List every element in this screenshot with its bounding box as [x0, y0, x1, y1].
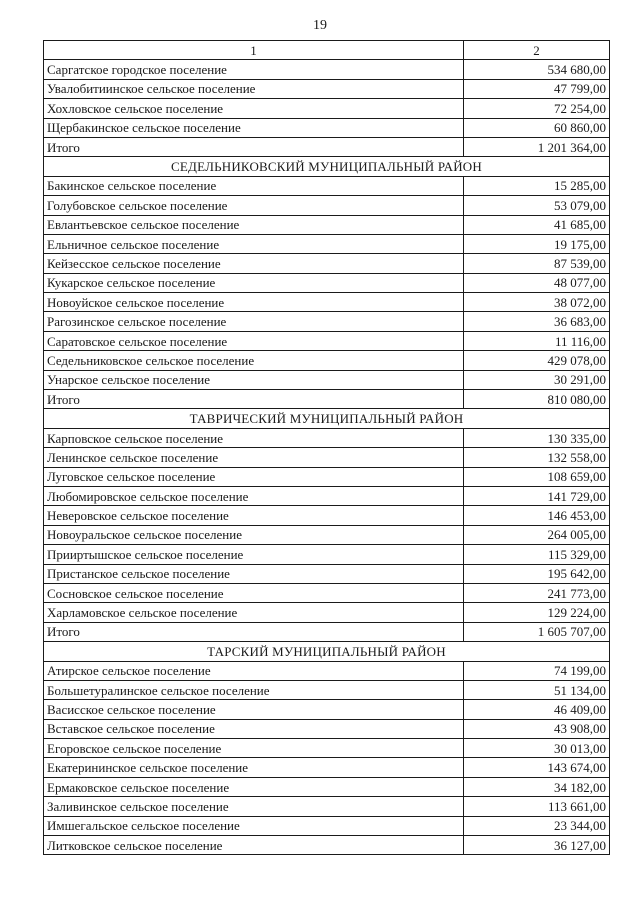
table-row — [44, 331, 610, 350]
settlement-name: Седельниковское сельское поселение — [44, 351, 464, 370]
settlement-name: Большетуралинское сельское поселение — [44, 680, 464, 699]
district-header-row — [44, 409, 610, 428]
amount-value: 53 079,00 — [464, 196, 610, 215]
table-row — [44, 293, 610, 312]
settlement-name: Увалобитиинское сельское поселение — [44, 79, 464, 98]
settlement-name: Саратовское сельское поселение — [44, 331, 464, 350]
settlement-name: Хохловское сельское поселение — [44, 99, 464, 118]
table-row — [44, 700, 610, 719]
amount-value: 60 860,00 — [464, 118, 610, 137]
table-row — [44, 777, 610, 796]
district-header-row — [44, 157, 610, 176]
settlement-name: Екатерининское сельское поселение — [44, 758, 464, 777]
settlement-name: Ермаковское сельское поселение — [44, 777, 464, 796]
table-row — [44, 254, 610, 273]
table-row — [44, 603, 610, 622]
amount-value: 113 661,00 — [464, 797, 610, 816]
settlement-name: Кукарское сельское поселение — [44, 273, 464, 292]
settlement-name: Прииртышское сельское поселение — [44, 545, 464, 564]
amount-value: 38 072,00 — [464, 293, 610, 312]
amount-value: 241 773,00 — [464, 583, 610, 602]
amount-value: 46 409,00 — [464, 700, 610, 719]
amount-value: 108 659,00 — [464, 467, 610, 486]
table-row — [44, 680, 610, 699]
total-label: Итого — [44, 390, 464, 409]
amount-value: 34 182,00 — [464, 777, 610, 796]
settlement-name: Заливинское сельское поселение — [44, 797, 464, 816]
table-row — [44, 545, 610, 564]
settlement-name: Саргатское городское поселение — [44, 60, 464, 79]
district-name: СЕДЕЛЬНИКОВСКИЙ МУНИЦИПАЛЬНЫЙ РАЙОН — [44, 157, 610, 176]
table-row — [44, 836, 610, 855]
table-row — [44, 370, 610, 389]
settlement-name: Унарское сельское поселение — [44, 370, 464, 389]
table-row — [44, 215, 610, 234]
settlement-name: Голубовское сельское поселение — [44, 196, 464, 215]
table-row — [44, 506, 610, 525]
amount-value: 429 078,00 — [464, 351, 610, 370]
district-header-row — [44, 642, 610, 661]
settlement-name: Новоуральское сельское поселение — [44, 525, 464, 544]
total-row — [44, 622, 610, 641]
settlement-name: Литковское сельское поселение — [44, 836, 464, 855]
table-body — [44, 41, 610, 855]
total-amount: 1 605 707,00 — [464, 622, 610, 641]
amount-value: 36 683,00 — [464, 312, 610, 331]
amount-value: 11 116,00 — [464, 331, 610, 350]
amount-value: 132 558,00 — [464, 448, 610, 467]
total-label: Итого — [44, 137, 464, 156]
amount-value: 129 224,00 — [464, 603, 610, 622]
amount-value: 74 199,00 — [464, 661, 610, 680]
table-row — [44, 758, 610, 777]
amount-value: 87 539,00 — [464, 254, 610, 273]
budget-table — [43, 40, 610, 855]
district-name: ТАРСКИЙ МУНИЦИПАЛЬНЫЙ РАЙОН — [44, 642, 610, 661]
settlement-name: Неверовское сельское поселение — [44, 506, 464, 525]
table-row — [44, 564, 610, 583]
table-row — [44, 176, 610, 195]
table-header-row — [44, 41, 610, 60]
amount-value: 36 127,00 — [464, 836, 610, 855]
total-row — [44, 390, 610, 409]
settlement-name: Вставское сельское поселение — [44, 719, 464, 738]
table-row — [44, 196, 610, 215]
amount-value: 47 799,00 — [464, 79, 610, 98]
settlement-name: Любомировское сельское поселение — [44, 486, 464, 505]
table-row — [44, 60, 610, 79]
amount-value: 130 335,00 — [464, 428, 610, 447]
amount-value: 30 013,00 — [464, 739, 610, 758]
table-row — [44, 312, 610, 331]
settlement-name: Пристанское сельское поселение — [44, 564, 464, 583]
amount-value: 30 291,00 — [464, 370, 610, 389]
amount-value: 195 642,00 — [464, 564, 610, 583]
total-label: Итого — [44, 622, 464, 641]
settlement-name: Имшегальское сельское поселение — [44, 816, 464, 835]
settlement-name: Васисское сельское поселение — [44, 700, 464, 719]
table-row — [44, 719, 610, 738]
amount-value: 43 908,00 — [464, 719, 610, 738]
settlement-name: Луговское сельское поселение — [44, 467, 464, 486]
table-row — [44, 739, 610, 758]
table-row — [44, 816, 610, 835]
table-row — [44, 525, 610, 544]
table-row — [44, 79, 610, 98]
amount-value: 534 680,00 — [464, 60, 610, 79]
table-row — [44, 661, 610, 680]
amount-value: 48 077,00 — [464, 273, 610, 292]
amount-value: 41 685,00 — [464, 215, 610, 234]
amount-value: 115 329,00 — [464, 545, 610, 564]
settlement-name: Новоуйское сельское поселение — [44, 293, 464, 312]
amount-value: 51 134,00 — [464, 680, 610, 699]
settlement-name: Евлантьевское сельское поселение — [44, 215, 464, 234]
total-row — [44, 137, 610, 156]
table-row — [44, 351, 610, 370]
settlement-name: Карповское сельское поселение — [44, 428, 464, 447]
table-row — [44, 583, 610, 602]
settlement-name: Щербакинское сельское поселение — [44, 118, 464, 137]
table-row — [44, 428, 610, 447]
settlement-name: Ельничное сельское поселение — [44, 234, 464, 253]
table-row — [44, 486, 610, 505]
table-row — [44, 448, 610, 467]
settlement-name: Атирское сельское поселение — [44, 661, 464, 680]
table-row — [44, 99, 610, 118]
settlement-name: Сосновское сельское поселение — [44, 583, 464, 602]
settlement-name: Ленинское сельское поселение — [44, 448, 464, 467]
settlement-name: Кейзесское сельское поселение — [44, 254, 464, 273]
table-row — [44, 467, 610, 486]
column-header-2: 2 — [464, 41, 610, 60]
amount-value: 19 175,00 — [464, 234, 610, 253]
settlement-name: Харламовское сельское поселение — [44, 603, 464, 622]
settlement-name: Бакинское сельское поселение — [44, 176, 464, 195]
amount-value: 72 254,00 — [464, 99, 610, 118]
table-row — [44, 234, 610, 253]
total-amount: 810 080,00 — [464, 390, 610, 409]
settlement-name: Рагозинское сельское поселение — [44, 312, 464, 331]
column-header-1: 1 — [44, 41, 464, 60]
table-row — [44, 797, 610, 816]
amount-value: 141 729,00 — [464, 486, 610, 505]
amount-value: 143 674,00 — [464, 758, 610, 777]
amount-value: 146 453,00 — [464, 506, 610, 525]
page-number: 19 — [313, 18, 327, 33]
settlement-name: Егоровское сельское поселение — [44, 739, 464, 758]
table-row — [44, 273, 610, 292]
amount-value: 264 005,00 — [464, 525, 610, 544]
amount-value: 23 344,00 — [464, 816, 610, 835]
amount-value: 15 285,00 — [464, 176, 610, 195]
district-name: ТАВРИЧЕСКИЙ МУНИЦИПАЛЬНЫЙ РАЙОН — [44, 409, 610, 428]
total-amount: 1 201 364,00 — [464, 137, 610, 156]
table-row — [44, 118, 610, 137]
